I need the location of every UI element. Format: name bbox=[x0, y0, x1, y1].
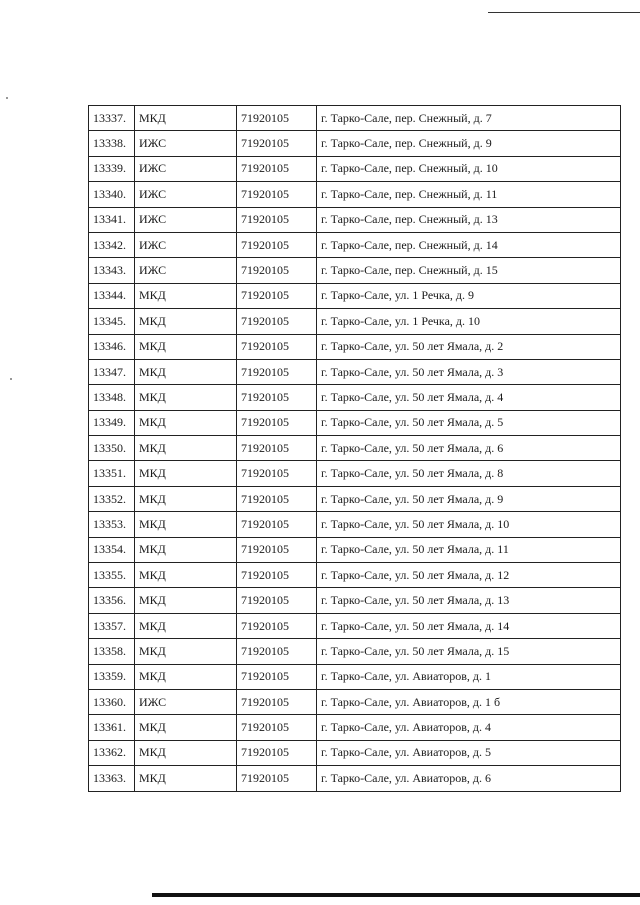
row-number-cell: 13361. bbox=[89, 715, 135, 740]
address-cell: г. Тарко-Сале, ул. 50 лет Ямала, д. 10 bbox=[317, 512, 621, 537]
oktmo-code-cell: 71920105 bbox=[237, 232, 317, 257]
scan-speck bbox=[10, 378, 12, 380]
row-number-cell: 13340. bbox=[89, 182, 135, 207]
building-type-cell: МКД bbox=[135, 461, 237, 486]
oktmo-code-cell: 71920105 bbox=[237, 283, 317, 308]
row-number-cell: 13348. bbox=[89, 385, 135, 410]
building-type-cell: МКД bbox=[135, 766, 237, 791]
oktmo-code-cell: 71920105 bbox=[237, 258, 317, 283]
address-cell: г. Тарко-Сале, ул. 50 лет Ямала, д. 13 bbox=[317, 588, 621, 613]
building-type-cell: МКД bbox=[135, 512, 237, 537]
building-type-cell: ИЖС bbox=[135, 182, 237, 207]
address-registry-table bbox=[88, 105, 620, 792]
table-body bbox=[89, 106, 621, 792]
row-number-cell: 13355. bbox=[89, 563, 135, 588]
address-cell: г. Тарко-Сале, пер. Снежный, д. 9 bbox=[317, 131, 621, 156]
address-cell: г. Тарко-Сале, пер. Снежный, д. 15 bbox=[317, 258, 621, 283]
address-cell: г. Тарко-Сале, ул. 50 лет Ямала, д. 4 bbox=[317, 385, 621, 410]
row-number-cell: 13359. bbox=[89, 664, 135, 689]
oktmo-code-cell: 71920105 bbox=[237, 334, 317, 359]
building-type-cell: МКД bbox=[135, 334, 237, 359]
row-number-cell: 13363. bbox=[89, 766, 135, 791]
table-row bbox=[89, 436, 621, 461]
building-type-cell: МКД bbox=[135, 715, 237, 740]
table-row bbox=[89, 334, 621, 359]
oktmo-code-cell: 71920105 bbox=[237, 156, 317, 181]
address-cell: г. Тарко-Сале, ул. 50 лет Ямала, д. 8 bbox=[317, 461, 621, 486]
address-cell: г. Тарко-Сале, ул. 1 Речка, д. 9 bbox=[317, 283, 621, 308]
table-row bbox=[89, 283, 621, 308]
table-row bbox=[89, 639, 621, 664]
oktmo-code-cell: 71920105 bbox=[237, 766, 317, 791]
building-type-cell: МКД bbox=[135, 639, 237, 664]
row-number-cell: 13350. bbox=[89, 436, 135, 461]
oktmo-code-cell: 71920105 bbox=[237, 436, 317, 461]
table-row bbox=[89, 512, 621, 537]
table-row bbox=[89, 715, 621, 740]
building-type-cell: МКД bbox=[135, 436, 237, 461]
row-number-cell: 13349. bbox=[89, 410, 135, 435]
table-row bbox=[89, 258, 621, 283]
table-row bbox=[89, 359, 621, 384]
oktmo-code-cell: 71920105 bbox=[237, 715, 317, 740]
row-number-cell: 13342. bbox=[89, 232, 135, 257]
building-type-cell: МКД bbox=[135, 410, 237, 435]
building-type-cell: ИЖС bbox=[135, 232, 237, 257]
row-number-cell: 13337. bbox=[89, 106, 135, 131]
table-row bbox=[89, 740, 621, 765]
oktmo-code-cell: 71920105 bbox=[237, 359, 317, 384]
address-cell: г. Тарко-Сале, пер. Снежный, д. 7 bbox=[317, 106, 621, 131]
building-type-cell: МКД bbox=[135, 486, 237, 511]
oktmo-code-cell: 71920105 bbox=[237, 385, 317, 410]
address-cell: г. Тарко-Сале, ул. 50 лет Ямала, д. 14 bbox=[317, 613, 621, 638]
row-number-cell: 13360. bbox=[89, 689, 135, 714]
building-type-cell: ИЖС bbox=[135, 207, 237, 232]
row-number-cell: 13357. bbox=[89, 613, 135, 638]
bottom-rule-line bbox=[152, 893, 640, 897]
row-number-cell: 13343. bbox=[89, 258, 135, 283]
building-type-cell: МКД bbox=[135, 613, 237, 638]
oktmo-code-cell: 71920105 bbox=[237, 207, 317, 232]
table-row bbox=[89, 563, 621, 588]
oktmo-code-cell: 71920105 bbox=[237, 486, 317, 511]
building-type-cell: МКД bbox=[135, 106, 237, 131]
building-type-cell: ИЖС bbox=[135, 689, 237, 714]
row-number-cell: 13347. bbox=[89, 359, 135, 384]
address-cell: г. Тарко-Сале, ул. Авиаторов, д. 4 bbox=[317, 715, 621, 740]
oktmo-code-cell: 71920105 bbox=[237, 410, 317, 435]
address-cell: г. Тарко-Сале, ул. 50 лет Ямала, д. 2 bbox=[317, 334, 621, 359]
building-type-cell: МКД bbox=[135, 385, 237, 410]
address-cell: г. Тарко-Сале, ул. 50 лет Ямала, д. 15 bbox=[317, 639, 621, 664]
address-cell: г. Тарко-Сале, ул. Авиаторов, д. 1 б bbox=[317, 689, 621, 714]
table-row bbox=[89, 182, 621, 207]
address-cell: г. Тарко-Сале, ул. Авиаторов, д. 6 bbox=[317, 766, 621, 791]
address-cell: г. Тарко-Сале, ул. Авиаторов, д. 1 bbox=[317, 664, 621, 689]
row-number-cell: 13351. bbox=[89, 461, 135, 486]
address-cell: г. Тарко-Сале, ул. 50 лет Ямала, д. 12 bbox=[317, 563, 621, 588]
row-number-cell: 13356. bbox=[89, 588, 135, 613]
address-cell: г. Тарко-Сале, пер. Снежный, д. 14 bbox=[317, 232, 621, 257]
table-row bbox=[89, 156, 621, 181]
row-number-cell: 13354. bbox=[89, 537, 135, 562]
oktmo-code-cell: 71920105 bbox=[237, 689, 317, 714]
address-cell: г. Тарко-Сале, ул. Авиаторов, д. 5 bbox=[317, 740, 621, 765]
building-type-cell: МКД bbox=[135, 588, 237, 613]
row-number-cell: 13338. bbox=[89, 131, 135, 156]
row-number-cell: 13362. bbox=[89, 740, 135, 765]
building-type-cell: ИЖС bbox=[135, 156, 237, 181]
oktmo-code-cell: 71920105 bbox=[237, 461, 317, 486]
address-cell: г. Тарко-Сале, ул. 50 лет Ямала, д. 6 bbox=[317, 436, 621, 461]
table-row bbox=[89, 106, 621, 131]
oktmo-code-cell: 71920105 bbox=[237, 309, 317, 334]
top-rule-line bbox=[488, 12, 640, 13]
table-row bbox=[89, 689, 621, 714]
building-type-cell: МКД bbox=[135, 664, 237, 689]
address-cell: г. Тарко-Сале, пер. Снежный, д. 13 bbox=[317, 207, 621, 232]
address-cell: г. Тарко-Сале, ул. 50 лет Ямала, д. 3 bbox=[317, 359, 621, 384]
building-type-cell: ИЖС bbox=[135, 258, 237, 283]
table-row bbox=[89, 309, 621, 334]
address-cell: г. Тарко-Сале, ул. 1 Речка, д. 10 bbox=[317, 309, 621, 334]
oktmo-code-cell: 71920105 bbox=[237, 131, 317, 156]
table-row bbox=[89, 486, 621, 511]
row-number-cell: 13346. bbox=[89, 334, 135, 359]
scan-speck bbox=[6, 97, 8, 99]
row-number-cell: 13353. bbox=[89, 512, 135, 537]
row-number-cell: 13358. bbox=[89, 639, 135, 664]
table-row bbox=[89, 385, 621, 410]
row-number-cell: 13341. bbox=[89, 207, 135, 232]
building-type-cell: МКД bbox=[135, 309, 237, 334]
row-number-cell: 13352. bbox=[89, 486, 135, 511]
building-type-cell: МКД bbox=[135, 283, 237, 308]
registry-table bbox=[88, 105, 621, 792]
table-row bbox=[89, 461, 621, 486]
table-row bbox=[89, 766, 621, 791]
oktmo-code-cell: 71920105 bbox=[237, 588, 317, 613]
table-row bbox=[89, 131, 621, 156]
oktmo-code-cell: 71920105 bbox=[237, 563, 317, 588]
table-row bbox=[89, 588, 621, 613]
address-cell: г. Тарко-Сале, пер. Снежный, д. 10 bbox=[317, 156, 621, 181]
address-cell: г. Тарко-Сале, ул. 50 лет Ямала, д. 11 bbox=[317, 537, 621, 562]
table-row bbox=[89, 232, 621, 257]
table-row bbox=[89, 537, 621, 562]
address-cell: г. Тарко-Сале, пер. Снежный, д. 11 bbox=[317, 182, 621, 207]
building-type-cell: МКД bbox=[135, 537, 237, 562]
oktmo-code-cell: 71920105 bbox=[237, 512, 317, 537]
row-number-cell: 13339. bbox=[89, 156, 135, 181]
building-type-cell: МКД bbox=[135, 359, 237, 384]
building-type-cell: ИЖС bbox=[135, 131, 237, 156]
oktmo-code-cell: 71920105 bbox=[237, 639, 317, 664]
table-row bbox=[89, 207, 621, 232]
table-row bbox=[89, 664, 621, 689]
oktmo-code-cell: 71920105 bbox=[237, 182, 317, 207]
table-row bbox=[89, 613, 621, 638]
table-row bbox=[89, 410, 621, 435]
address-cell: г. Тарко-Сале, ул. 50 лет Ямала, д. 5 bbox=[317, 410, 621, 435]
row-number-cell: 13345. bbox=[89, 309, 135, 334]
building-type-cell: МКД bbox=[135, 563, 237, 588]
address-cell: г. Тарко-Сале, ул. 50 лет Ямала, д. 9 bbox=[317, 486, 621, 511]
row-number-cell: 13344. bbox=[89, 283, 135, 308]
oktmo-code-cell: 71920105 bbox=[237, 106, 317, 131]
oktmo-code-cell: 71920105 bbox=[237, 537, 317, 562]
building-type-cell: МКД bbox=[135, 740, 237, 765]
oktmo-code-cell: 71920105 bbox=[237, 740, 317, 765]
oktmo-code-cell: 71920105 bbox=[237, 613, 317, 638]
oktmo-code-cell: 71920105 bbox=[237, 664, 317, 689]
